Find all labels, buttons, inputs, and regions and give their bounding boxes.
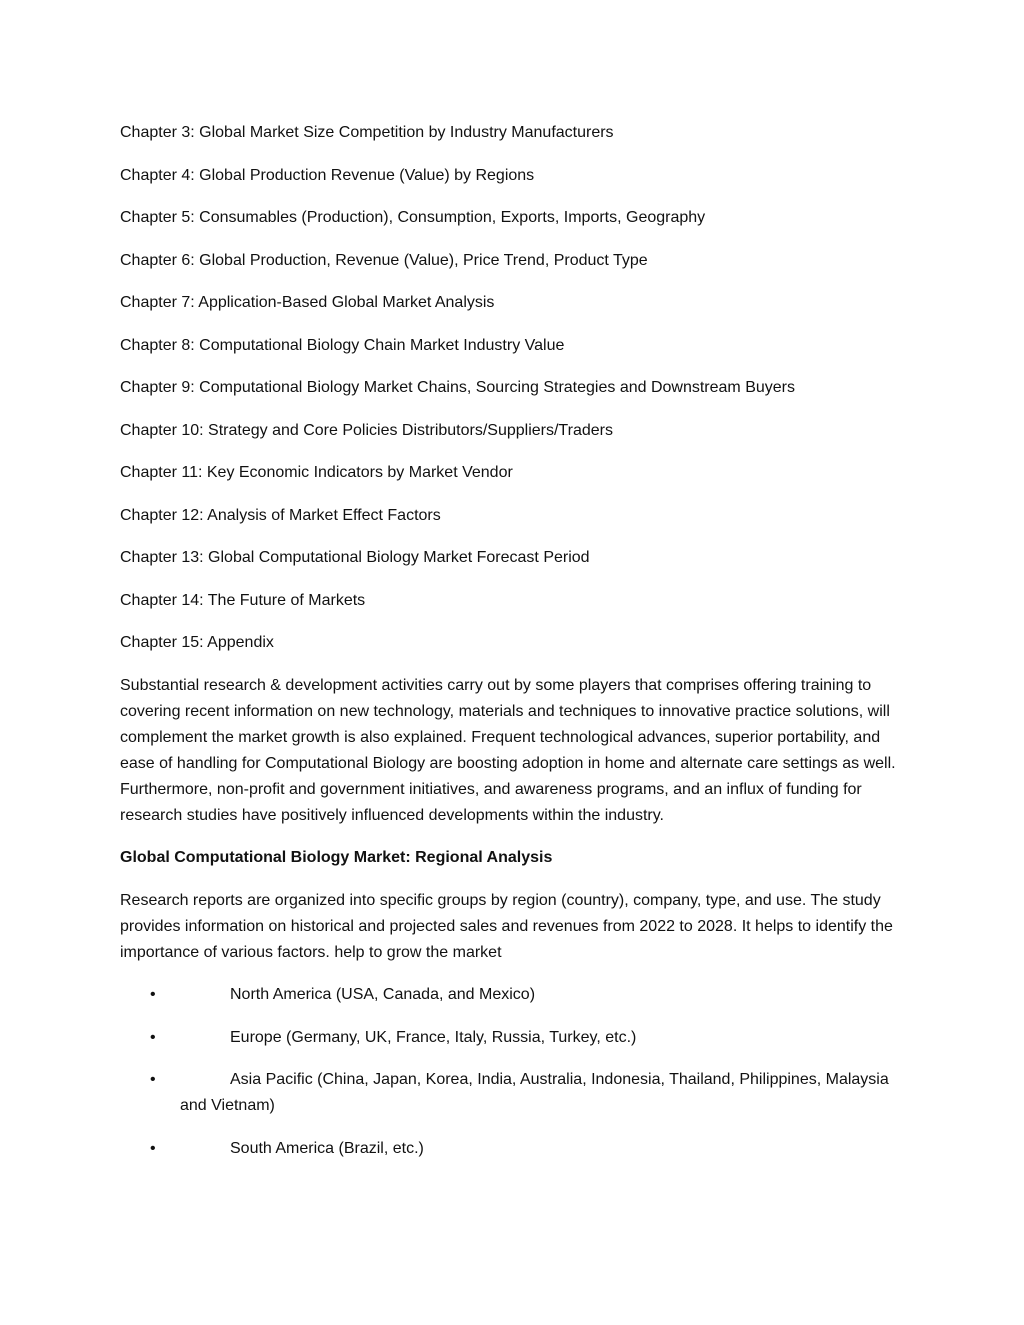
chapter-9: Chapter 9: Computational Biology Market Chains, Sourcing Strategies and Downstream Buyers — [120, 379, 795, 396]
list-item — [120, 1136, 910, 1162]
chapter-5: Chapter 5: Consumables (Production), Consumption, Exports, Imports, Geography — [120, 209, 706, 226]
bullet-icon: • — [150, 986, 156, 1003]
chapter-10: Chapter 10: Strategy and Core Policies Distributors/Suppliers/Traders — [120, 421, 613, 439]
region-asia-pacific: Asia Pacific (China, Japan, Korea, India, Australia, Indonesia, Thailand, Philippines, Malaysia and Vietnam) — [180, 1071, 889, 1114]
list-item — [120, 1025, 910, 1051]
chapter-14: Chapter 14: The Future of Markets — [120, 591, 366, 609]
chapter-6: Chapter 6: Global Production, Revenue (Value), Price Trend, Product Type — [120, 251, 648, 269]
bullet-icon: • — [150, 1028, 156, 1046]
region-europe: Europe (Germany, UK, France, Italy, Russia, Turkey, etc.) — [230, 1028, 637, 1046]
chapter-15: Chapter 15: Appendix — [120, 634, 274, 651]
chapter-8: Chapter 8: Computational Biology Chain Market Industry Value — [120, 336, 565, 354]
regions-list — [120, 982, 910, 1162]
chapter-3: Chapter 3: Global Market Size Competition by Industry Manufacturers — [120, 124, 614, 141]
regional-analysis-heading: Global Computational Biology Market: Regional Analysis — [120, 849, 553, 866]
chapter-4: Chapter 4: Global Production Revenue (Value) by Regions — [120, 166, 535, 184]
list-item — [120, 1067, 910, 1119]
chapter-13: Chapter 13: Global Computational Biology Market Forecast Period — [120, 549, 590, 566]
document-page — [120, 120, 910, 1178]
chapter-11: Chapter 11: Key Economic Indicators by Market Vendor — [120, 464, 513, 481]
bullet-icon: • — [150, 1139, 156, 1157]
region-south-america: South America (Brazil, etc.) — [230, 1139, 424, 1157]
rd-paragraph: Substantial research & development activities carry out by some players that comprises offering training to covering recent information on new technology, materials and techniques to innovative practice solutions, will complement the market growth is also explained. Frequent technological advances, superior portability, and ease of handling for Computational Biology are boosting adoption in home and alternate care settings as well. Furthermore, non-profit and government initiatives, and awareness programs, and an influx of funding for research studies have positively influenced developments within the industry. — [120, 676, 896, 824]
chapter-7: Chapter 7: Application-Based Global Market Analysis — [120, 294, 495, 311]
chapter-12: Chapter 12: Analysis of Market Effect Factors — [120, 506, 441, 524]
list-item — [120, 982, 910, 1008]
bullet-icon: • — [150, 1071, 156, 1088]
regional-paragraph: Research reports are organized into specific groups by region (country), company, type, and use. The study provides information on historical and projected sales and revenues from 2022 to 2028. It helps to identify the importance of various factors. help to grow the market — [120, 891, 893, 961]
region-north-america: North America (USA, Canada, and Mexico) — [230, 986, 536, 1003]
